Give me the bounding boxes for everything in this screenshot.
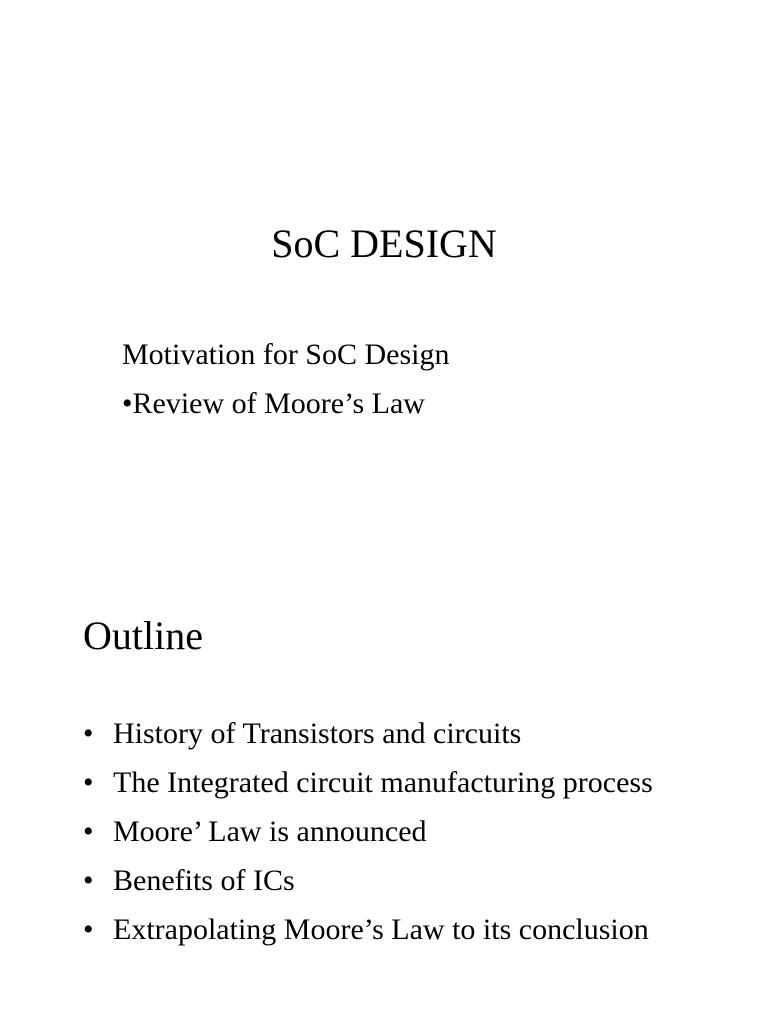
subtitle-line: Motivation for SoC Design [122, 338, 450, 371]
list-item-text: The Integrated circuit manufacturing process [113, 766, 653, 799]
list-item-text: Extrapolating Moore’s Law to its conclusion [113, 913, 649, 946]
bullet-icon: • [83, 913, 94, 946]
subtitle-line: •Review of Moore’s Law [122, 387, 425, 420]
bullet-icon: • [83, 766, 94, 799]
list-item [83, 763, 723, 803]
bullet-icon: • [83, 717, 94, 750]
slide-title: SoC DESIGN [271, 221, 497, 266]
list-item [83, 714, 723, 754]
list-item-text: History of Transistors and circuits [113, 717, 522, 750]
subtitle-block [122, 330, 450, 428]
outline-slide [0, 512, 768, 1024]
list-item-text: Moore’ Law is announced [113, 815, 427, 848]
outline-list [83, 714, 723, 959]
list-item [83, 910, 723, 950]
list-item-text: Benefits of ICs [113, 864, 295, 897]
bullet-icon: • [83, 864, 94, 897]
list-item [83, 861, 723, 901]
bullet-icon: • [83, 815, 94, 848]
outline-title: Outline [83, 613, 203, 658]
list-item [83, 812, 723, 852]
